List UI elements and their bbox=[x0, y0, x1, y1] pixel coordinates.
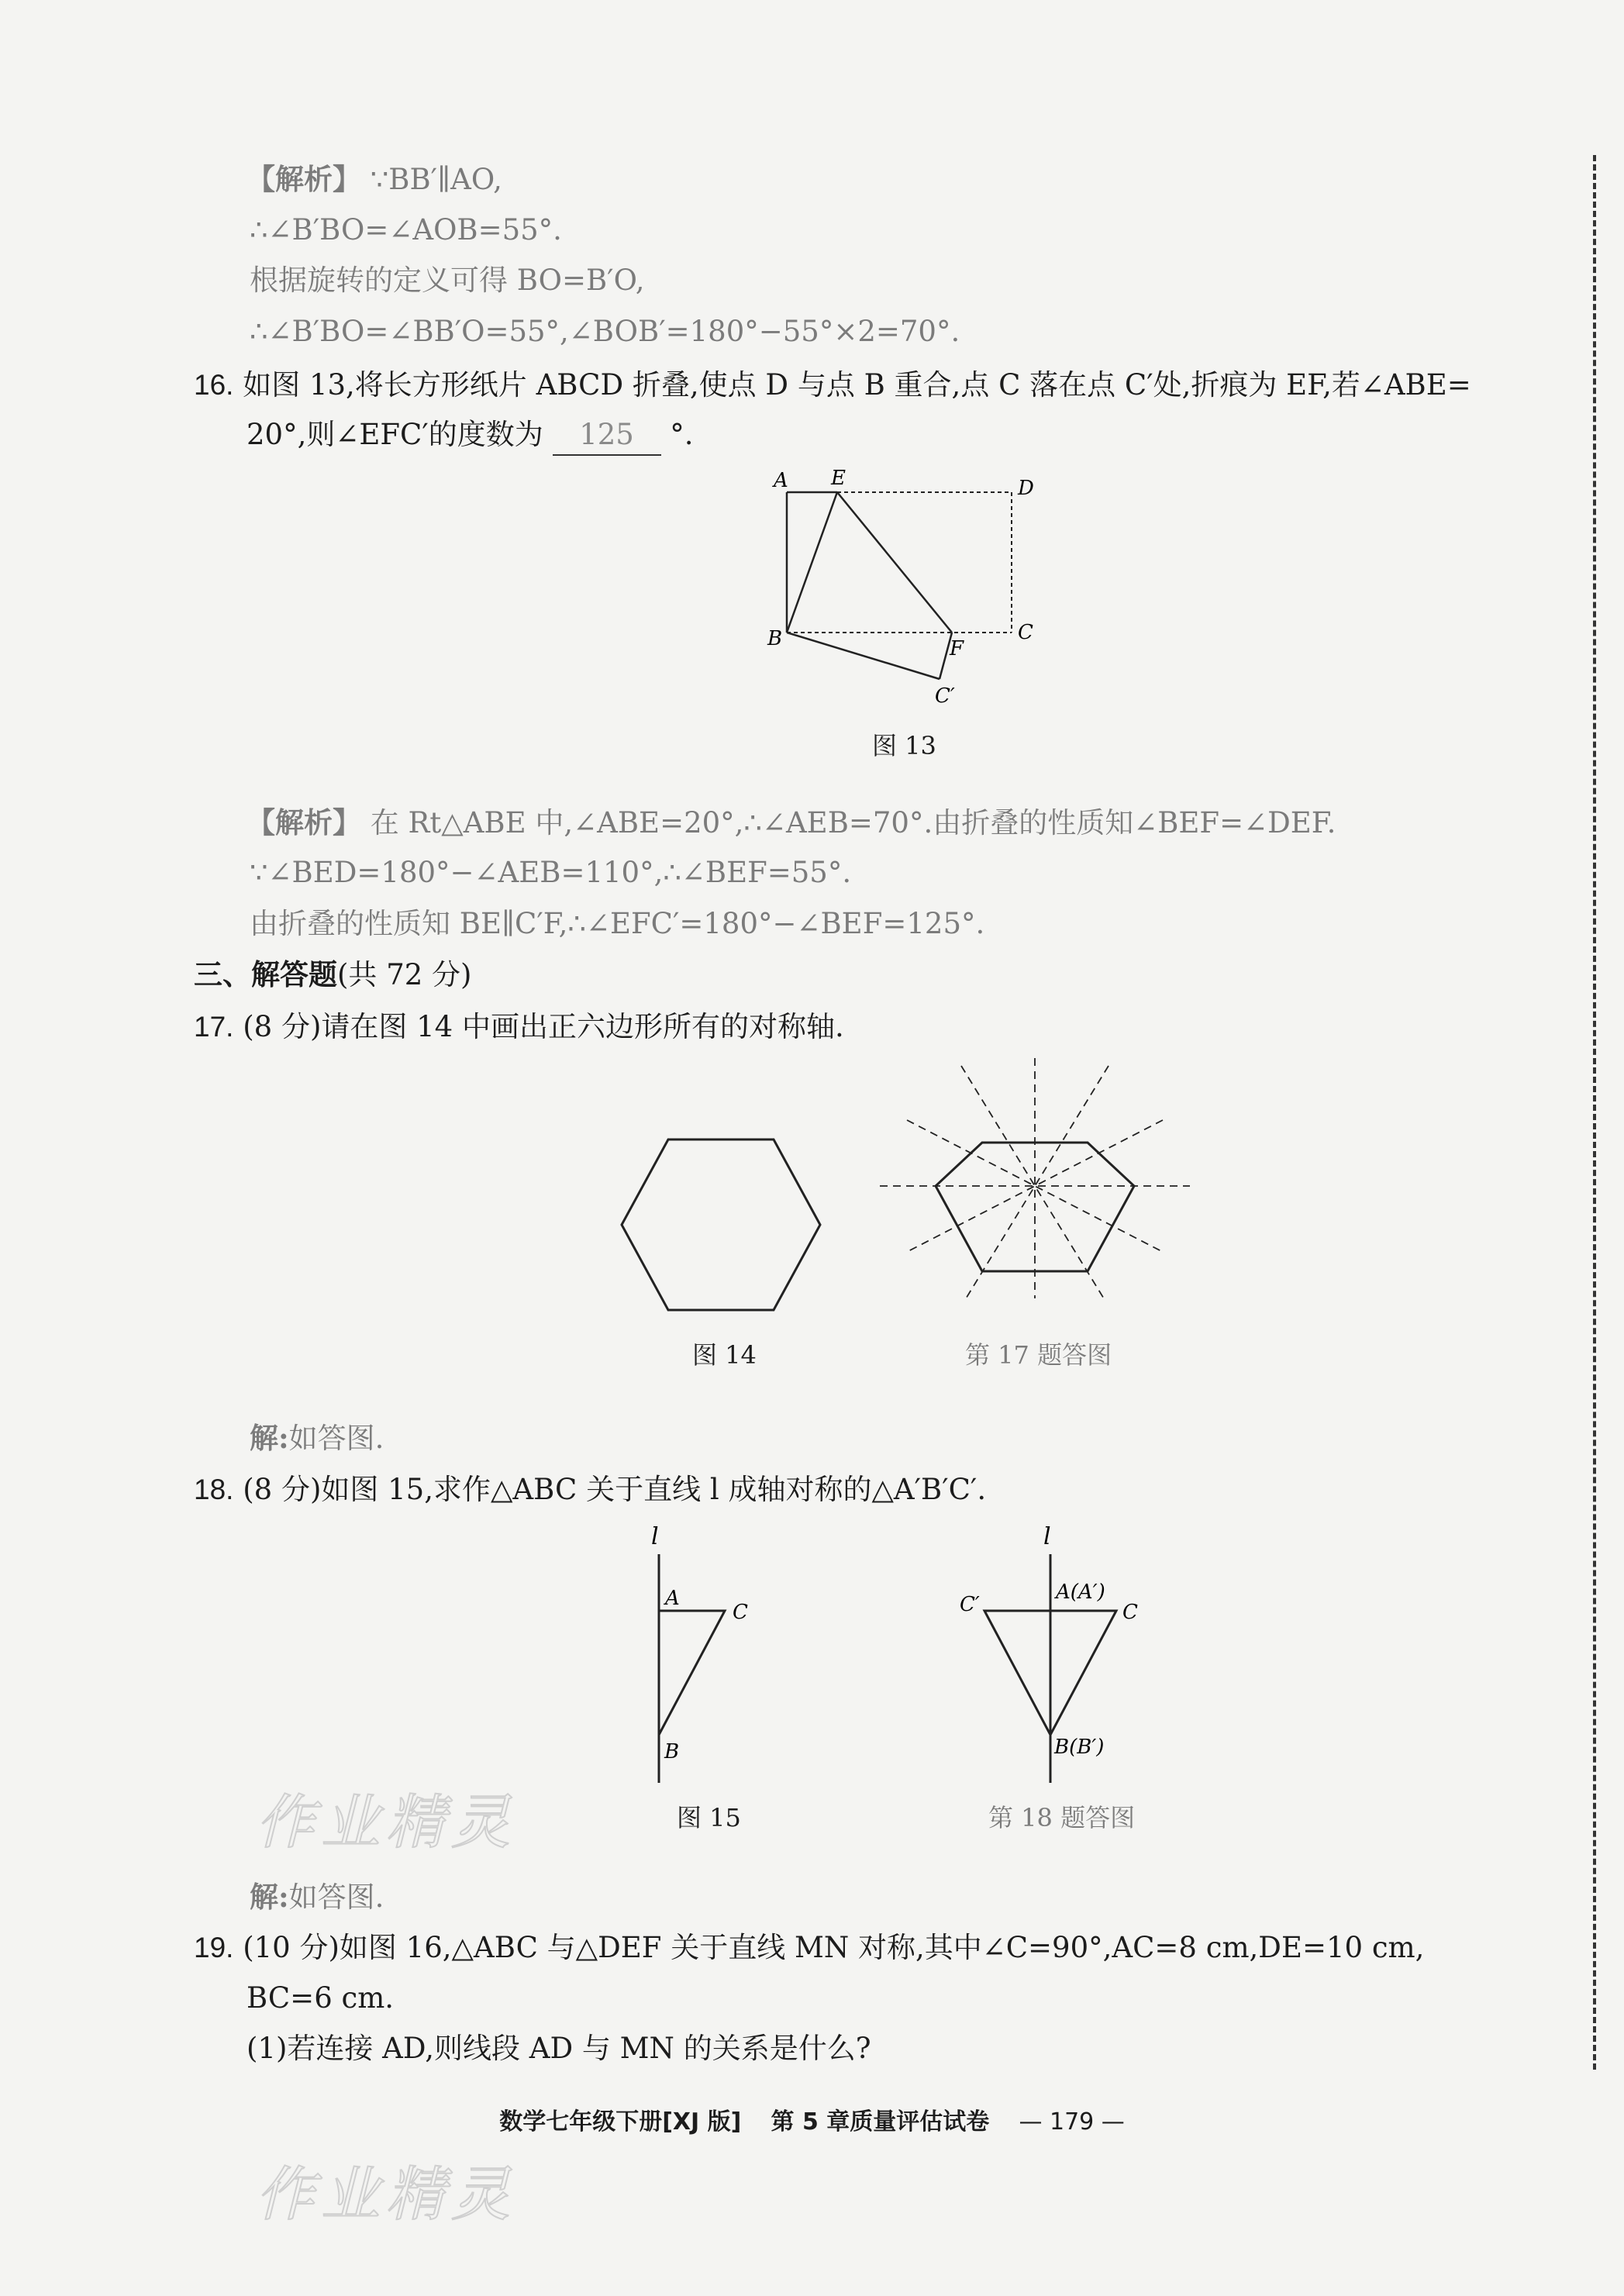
solution-text: 如答图. bbox=[288, 1422, 384, 1455]
analysis-15-line-4: ∴∠B′BO=∠BB′O=55°,∠BOB′=180°−55°×2=70°. bbox=[250, 315, 960, 348]
section-title: 三、解答题 bbox=[194, 957, 337, 991]
edge-BE bbox=[787, 492, 837, 633]
analysis-label: 【解析】 bbox=[247, 805, 361, 839]
solution-text: 如答图. bbox=[288, 1881, 384, 1914]
question-text: (8 分)请在图 14 中画出正六边形所有的对称轴. bbox=[243, 1010, 844, 1043]
label-C: C bbox=[733, 1601, 748, 1624]
fold-EF bbox=[837, 492, 952, 633]
page-number: — 179 — bbox=[1019, 2108, 1125, 2136]
question-16-line-2 bbox=[247, 415, 694, 456]
solution-17 bbox=[250, 1419, 384, 1458]
section-3-heading bbox=[194, 955, 471, 995]
question-number: 18. bbox=[194, 1474, 234, 1505]
question-16-line-1 bbox=[194, 366, 1471, 405]
question-19-sub-1: (1)若连接 AD,则线段 AD 与 MN 的关系是什么? bbox=[247, 2032, 871, 2065]
label-B: B bbox=[664, 1740, 680, 1763]
label-C-prime: C′ bbox=[960, 1593, 980, 1616]
footer-chapter: 第 5 章质量评估试卷 bbox=[771, 2108, 990, 2136]
label-E: E bbox=[831, 467, 846, 490]
analysis-text: ∵BB′∥AO, bbox=[370, 163, 502, 196]
question-19-line-2: BC=6 cm. bbox=[247, 1981, 395, 2015]
label-B: B bbox=[767, 627, 783, 650]
label-D: D bbox=[1018, 477, 1034, 500]
figure-14-hexagon bbox=[612, 1132, 829, 1318]
figure-13-caption: 图 13 bbox=[872, 731, 936, 760]
watermark: 作业精灵 bbox=[256, 1788, 516, 1856]
analysis-text: 在 Rt△ABE 中,∠ABE=20°,∴∠AEB=70°.由折叠的性质知∠BEF=∠DEF. bbox=[370, 806, 1336, 839]
question-text: (8 分)如图 15,求作△ABC 关于直线 l 成轴对称的△A′B′C′. bbox=[243, 1473, 987, 1506]
label-B-B1: B(B′) bbox=[1054, 1736, 1105, 1759]
question-18 bbox=[194, 1470, 986, 1509]
question-19-line-1 bbox=[194, 1929, 1424, 1967]
cut-line bbox=[1593, 155, 1596, 2070]
solution-label: 解: bbox=[250, 1880, 289, 1914]
label-C-prime: C′ bbox=[935, 684, 955, 708]
figure-14-caption: 图 14 bbox=[692, 1340, 757, 1370]
question-text: 20°,则∠EFC′的度数为 bbox=[247, 418, 543, 451]
figure-17-answer-caption: 第 17 题答图 bbox=[965, 1340, 1112, 1370]
question-text: 如图 13,将长方形纸片 ABCD 折叠,使点 D 与点 B 重合,点 C 落在点 C′处,折痕为 EF,若∠ABE= bbox=[243, 368, 1471, 402]
section-note: (共 72 分) bbox=[337, 958, 472, 991]
analysis-15-line-1 bbox=[247, 160, 502, 199]
question-number: 19. bbox=[194, 1932, 234, 1963]
analysis-15-line-2: ∴∠B′BO=∠AOB=55°. bbox=[250, 213, 562, 246]
analysis-15-line-3: 根据旋转的定义可得 BO=B′O, bbox=[250, 264, 645, 297]
question-17 bbox=[194, 1008, 844, 1046]
page-footer bbox=[0, 2107, 1624, 2138]
label-l: l bbox=[651, 1523, 659, 1550]
footer-book: 数学七年级下册[XJ 版] bbox=[499, 2108, 742, 2136]
watermark: 作业精灵 bbox=[256, 2160, 516, 2229]
label-A: A bbox=[774, 469, 788, 492]
figure-13 bbox=[760, 465, 1046, 721]
triangle-A1B1C1 bbox=[984, 1611, 1050, 1735]
figure-18-answer-caption: 第 18 题答图 bbox=[988, 1803, 1136, 1832]
analysis-16-line-2: ∵∠BED=180°−∠AEB=110°,∴∠BEF=55°. bbox=[250, 856, 852, 889]
analysis-16-line-1 bbox=[247, 803, 1336, 843]
figure-18-answer bbox=[953, 1512, 1186, 1787]
question-number: 17. bbox=[194, 1011, 234, 1043]
figure-15-caption: 图 15 bbox=[677, 1803, 741, 1832]
label-C: C bbox=[1018, 621, 1033, 644]
analysis-16-line-3: 由折叠的性质知 BE∥C′F,∴∠EFC′=180°−∠BEF=125°. bbox=[250, 907, 985, 940]
label-A: A bbox=[665, 1587, 680, 1610]
edge-BC1 bbox=[787, 633, 940, 679]
label-C: C bbox=[1122, 1601, 1138, 1624]
question-text: (10 分)如图 16,△ABC 与△DEF 关于直线 MN 对称,其中∠C=90°,AC=8 cm,DE=10 cm, bbox=[243, 1931, 1425, 1964]
label-F: F bbox=[950, 637, 964, 660]
solution-18 bbox=[250, 1877, 384, 1917]
answer-blank: 125 bbox=[553, 415, 661, 456]
triangle-ABC bbox=[1050, 1611, 1116, 1735]
analysis-label: 【解析】 bbox=[247, 162, 361, 196]
figure-15 bbox=[636, 1512, 767, 1787]
label-l: l bbox=[1043, 1523, 1051, 1550]
hexagon bbox=[622, 1139, 820, 1310]
question-number: 16. bbox=[194, 369, 234, 401]
triangle-ABC bbox=[659, 1611, 725, 1735]
solution-label: 解: bbox=[250, 1421, 289, 1455]
label-A-A1: A(A′) bbox=[1056, 1581, 1105, 1604]
question-text: °. bbox=[670, 418, 694, 451]
figure-17-answer bbox=[876, 1058, 1194, 1298]
